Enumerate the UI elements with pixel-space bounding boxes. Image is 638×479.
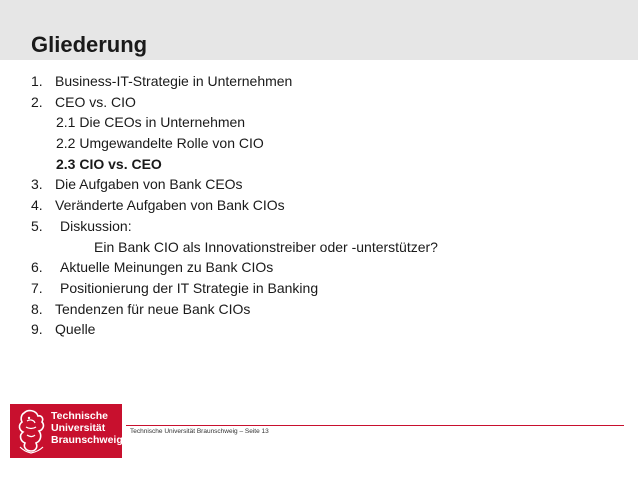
toc-item-text: CEO vs. CIO (55, 93, 136, 110)
toc-item (31, 92, 621, 113)
toc-item-text: Die Aufgaben von Bank CEOs (55, 176, 243, 193)
toc-item-text: Quelle (55, 321, 96, 338)
toc-item-text: Tendenzen für neue Bank CIOs (55, 300, 251, 317)
toc-item-number: 8. (31, 300, 43, 317)
toc-item (31, 278, 621, 299)
toc-subitem-text: 2.1 Die CEOs in Unternehmen (56, 114, 246, 131)
toc-subitem-current (31, 154, 621, 175)
wordmark-line: Braunschweig (51, 434, 123, 446)
toc-detail-text: Ein Bank CIO als Innovationstreiber oder -unterstützer? (94, 238, 438, 255)
toc-item-number: 5. (31, 217, 43, 234)
wordmark-line: Universität (51, 422, 106, 434)
table-of-contents (31, 71, 621, 340)
toc-detail (31, 237, 621, 258)
footer-text: Technische Universität Braunschweig – Seite 13 (130, 428, 269, 435)
toc-subitem (31, 112, 621, 133)
toc-item-text: Business-IT-Strategie in Unternehmen (55, 73, 293, 89)
toc-item-number: 4. (31, 197, 43, 214)
slide-title: Gliederung (31, 32, 148, 57)
lion-emblem-icon (14, 407, 48, 455)
toc-subitem-text: 2.2 Umgewandelte Rolle von CIO (56, 135, 264, 152)
toc-item (31, 257, 621, 278)
toc-item (31, 319, 621, 340)
toc-item-number: 9. (31, 321, 43, 338)
footer-divider (126, 425, 624, 426)
toc-item-number: 3. (31, 176, 43, 193)
toc-subitem (31, 133, 621, 154)
toc-item-text: Veränderte Aufgaben von Bank CIOs (55, 197, 285, 214)
toc-item-number: 2. (31, 93, 43, 110)
wordmark-line: Technische (51, 410, 108, 422)
university-wordmark (51, 410, 123, 446)
toc-item (31, 195, 621, 216)
toc-item-number: 7. (31, 279, 43, 296)
toc-subitem-text: 2.3 CIO vs. CEO (56, 155, 162, 172)
toc-item (31, 299, 621, 320)
toc-item-text: Aktuelle Meinungen zu Bank CIOs (60, 259, 274, 276)
toc-item (31, 174, 621, 195)
toc-item-text: Positionierung der IT Strategie in Banking (60, 279, 319, 296)
toc-item (31, 216, 621, 237)
toc-item-number: 6. (31, 259, 43, 276)
toc-item-text: Diskussion: (60, 217, 132, 234)
toc-item-number: 1. (31, 73, 43, 89)
toc-item (31, 71, 621, 92)
